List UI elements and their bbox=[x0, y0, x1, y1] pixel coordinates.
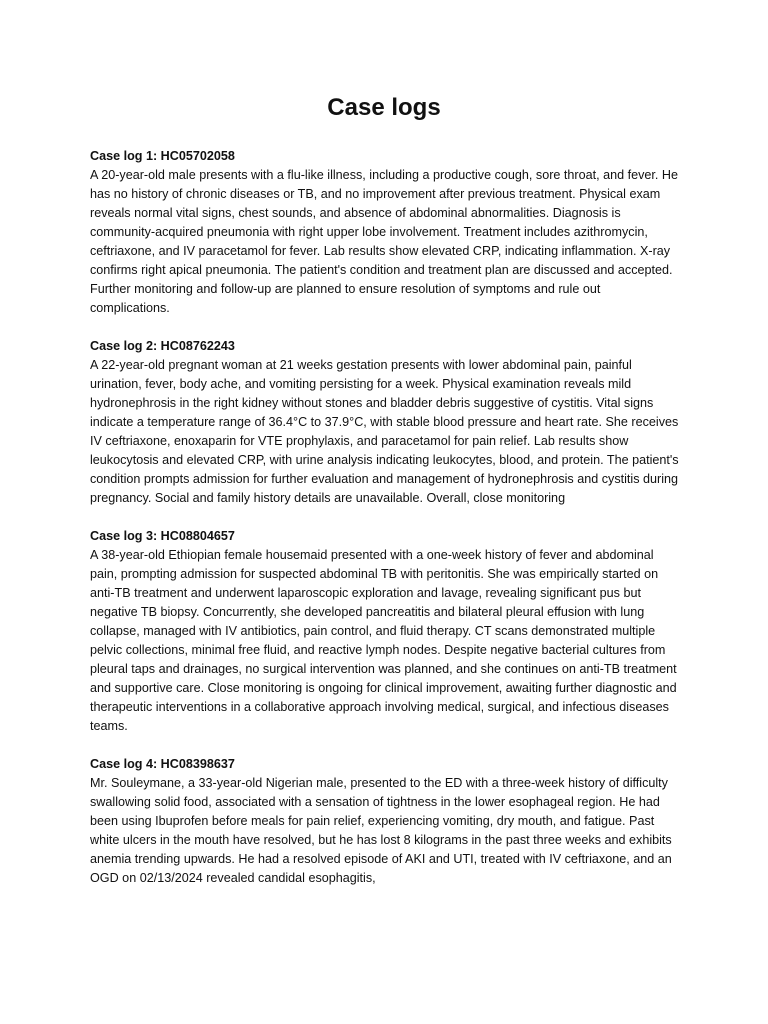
case-log-body: A 22-year-old pregnant woman at 21 weeks gestation presents with lower abdominal pain, painful urination, fever, body ache, and vomiting persisting for a week. Physical examination reveals mild hydronephrosis in the right kidney without stones and bladder debris suggestive of cystitis. Vital signs indicate a temperature range of 36.4°C to 37.9°C, with stable blood pressure and heart rate. She receives IV ceftriaxone, enoxaparin for VTE prophylaxis, and paracetamol for pain relief. Lab results show leukocytosis and elevated CRP, with urine analysis indicating leukocytes, blood, and protein. The patient's condition prompts admission for further evaluation and management of hydronephrosis and cystitis during pregnancy. Social and family history details are unavailable. Overall, close monitoring bbox=[90, 358, 679, 505]
page-title: Case logs bbox=[327, 94, 441, 121]
case-log-4 bbox=[90, 755, 680, 888]
case-log-body: Mr. Souleymane, a 33-year-old Nigerian male, presented to the ED with a three-week history of difficulty swallowing solid food, associated with a sensation of tightness in the lower esophageal region. He had been using Ibuprofen before meals for pain relief, experiencing vomiting, dry mouth, and fatigue. Past white ulcers in the mouth have resolved, but he has lost 8 kilograms in the past three weeks and exhibits anemia trending upwards. He had a resolved episode of AKI and UTI, treated with IV ceftriaxone, and an OGD on 02/13/2024 revealed candidal esophagitis, bbox=[90, 776, 672, 885]
case-log-list bbox=[90, 147, 680, 907]
case-log-heading: Case log 2: HC08762243 bbox=[90, 339, 235, 353]
case-log-2 bbox=[90, 337, 680, 508]
case-log-heading: Case log 1: HC05702058 bbox=[90, 149, 235, 163]
case-log-3 bbox=[90, 527, 680, 736]
case-log-heading: Case log 4: HC08398637 bbox=[90, 757, 235, 771]
case-log-1 bbox=[90, 147, 680, 318]
case-log-body: A 38-year-old Ethiopian female housemaid presented with a one-week history of fever and abdominal pain, prompting admission for suspected abdominal TB with peritonitis. She was empirically started on anti-TB treatment and underwent laparoscopic exploration and lavage, revealing significant pus but negative TB biopsy. Concurrently, she developed pancreatitis and bilateral pleural effusion with lung collapse, managed with IV antibiotics, pain control, and fluid therapy. CT scans demonstrated multiple pelvic collections, minimal free fluid, and reactive lymph nodes. Despite negative bacterial cultures from pleural taps and drainages, no surgical intervention was planned, and she continues on anti-TB treatment and supportive care. Close monitoring is ongoing for clinical improvement, awaiting further diagnostic and therapeutic interventions in a collaborative approach involving medical, surgical, and infectious diseases teams. bbox=[90, 548, 677, 733]
case-log-body: A 20-year-old male presents with a flu-like illness, including a productive cough, sore throat, and fever. He has no history of chronic diseases or TB, and no improvement after previous treatment. Physical exam reveals normal vital signs, chest sounds, and absence of abdominal abnormalities. Diagnosis is community-acquired pneumonia with right upper lobe involvement. Treatment includes azithromycin, ceftriaxone, and IV paracetamol for fever. Lab results show elevated CRP, indicating inflammation. X-ray confirms right apical pneumonia. The patient's condition and treatment plan are discussed and accepted. Further monitoring and follow-up are planned to ensure resolution of symptoms and rule out complications. bbox=[90, 168, 679, 315]
case-log-heading: Case log 3: HC08804657 bbox=[90, 529, 235, 543]
